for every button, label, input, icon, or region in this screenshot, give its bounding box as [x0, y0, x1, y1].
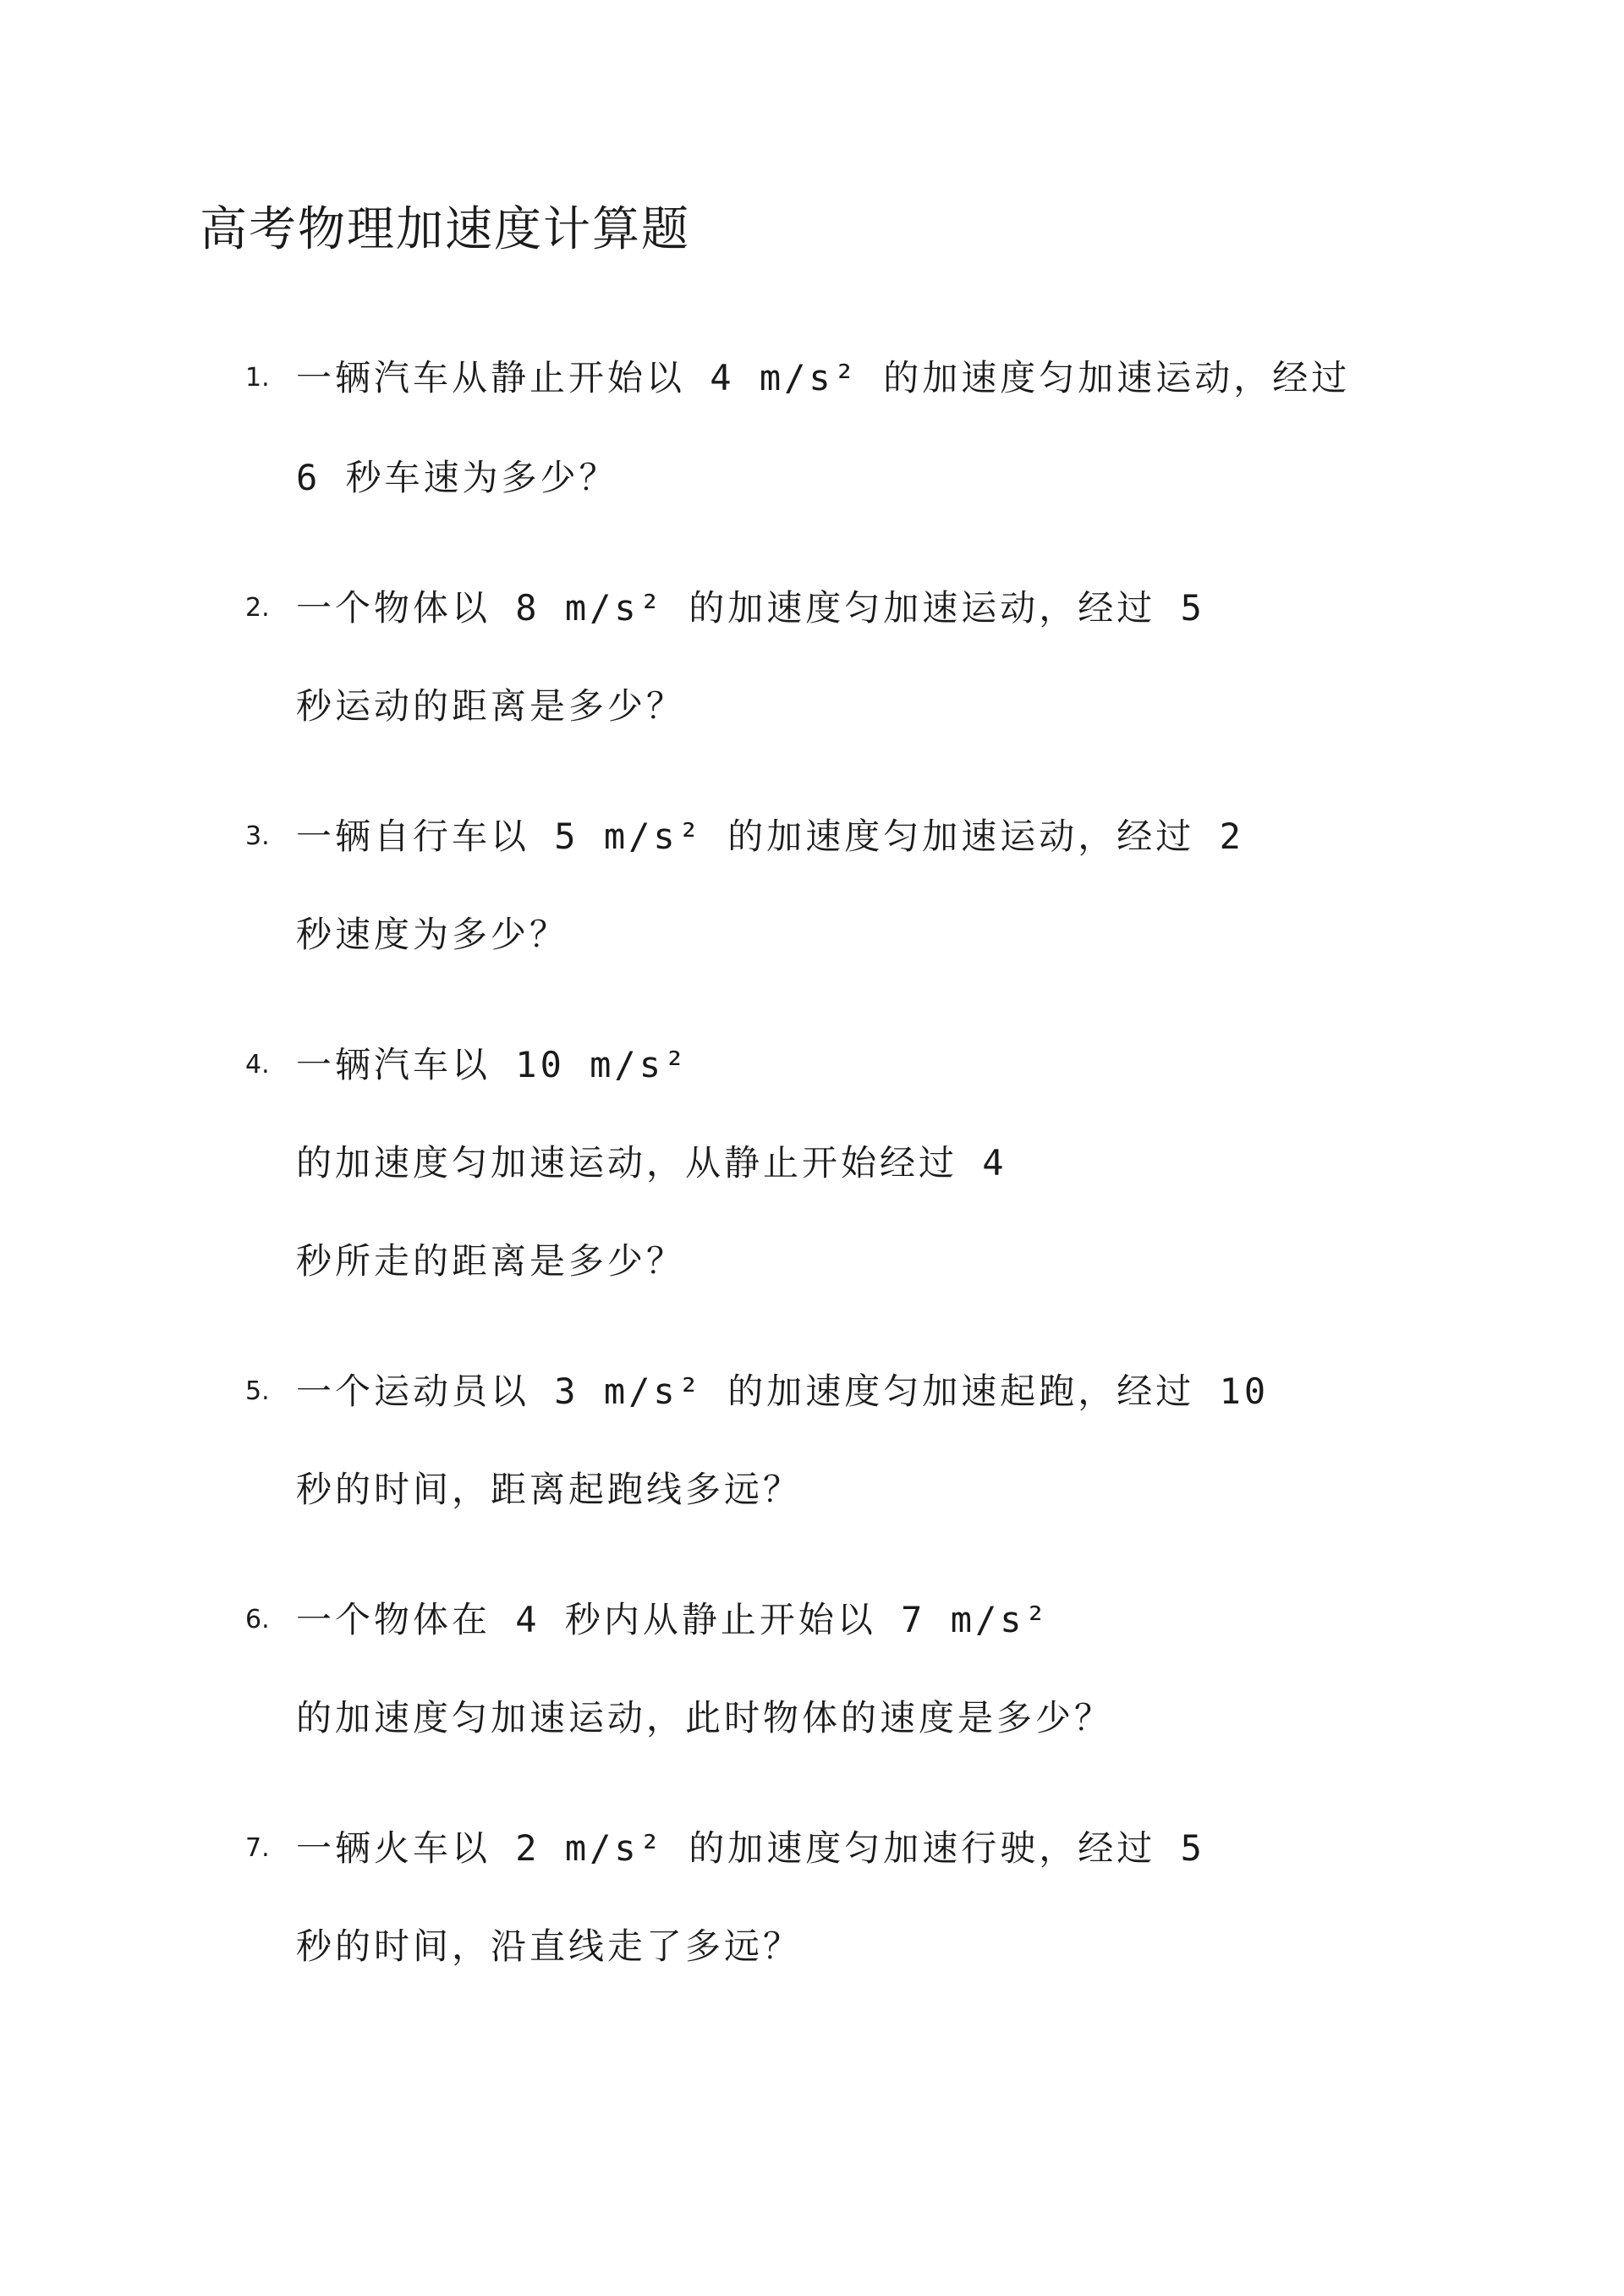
question-text-line: 秒速度为多少？ [296, 914, 569, 955]
question-text-line: 的加速度匀加速运动，从静止开始经过 4 [296, 1142, 1007, 1184]
question-number: 4. [245, 1050, 270, 1079]
question-number: 3. [245, 821, 270, 851]
question-text-line: 一个物体在 4 秒内从静止开始以 7 m/s² [296, 1599, 1050, 1640]
question-number: 1. [245, 363, 270, 393]
question-text-line: 6 秒车速为多少？ [296, 457, 618, 498]
question-text-line: 一辆汽车从静止开始以 4 m/s² 的加速度匀加速运动，经过 [296, 357, 1351, 398]
question-number: 5. [245, 1376, 270, 1406]
question-text-line: 一个物体以 8 m/s² 的加速度匀加速运动，经过 5 [296, 587, 1205, 629]
question-number: 7. [245, 1833, 270, 1863]
document-title: 高考物理加速度计算题 [200, 202, 690, 257]
question-text-line: 秒的时间，距离起跑线多远？ [296, 1469, 803, 1510]
question-text-line: 秒的时间，沿直线走了多远？ [296, 1925, 803, 1967]
question-text-line: 的加速度匀加速运动，此时物体的速度是多少？ [296, 1697, 1114, 1738]
question-text-line: 秒所走的距离是多少？ [296, 1240, 686, 1282]
question-text-line: 一个运动员以 3 m/s² 的加速度匀加速起跑，经过 10 [296, 1370, 1270, 1412]
question-text-line: 一辆火车以 2 m/s² 的加速度匀加速行驶，经过 5 [296, 1827, 1205, 1869]
question-number: 2. [245, 593, 270, 623]
question-number: 6. [245, 1605, 270, 1634]
question-text-line: 一辆自行车以 5 m/s² 的加速度匀加速运动，经过 2 [296, 816, 1244, 857]
question-text-line: 一辆汽车以 10 m/s² [296, 1044, 689, 1085]
question-text-line: 秒运动的距离是多少？ [296, 685, 686, 727]
